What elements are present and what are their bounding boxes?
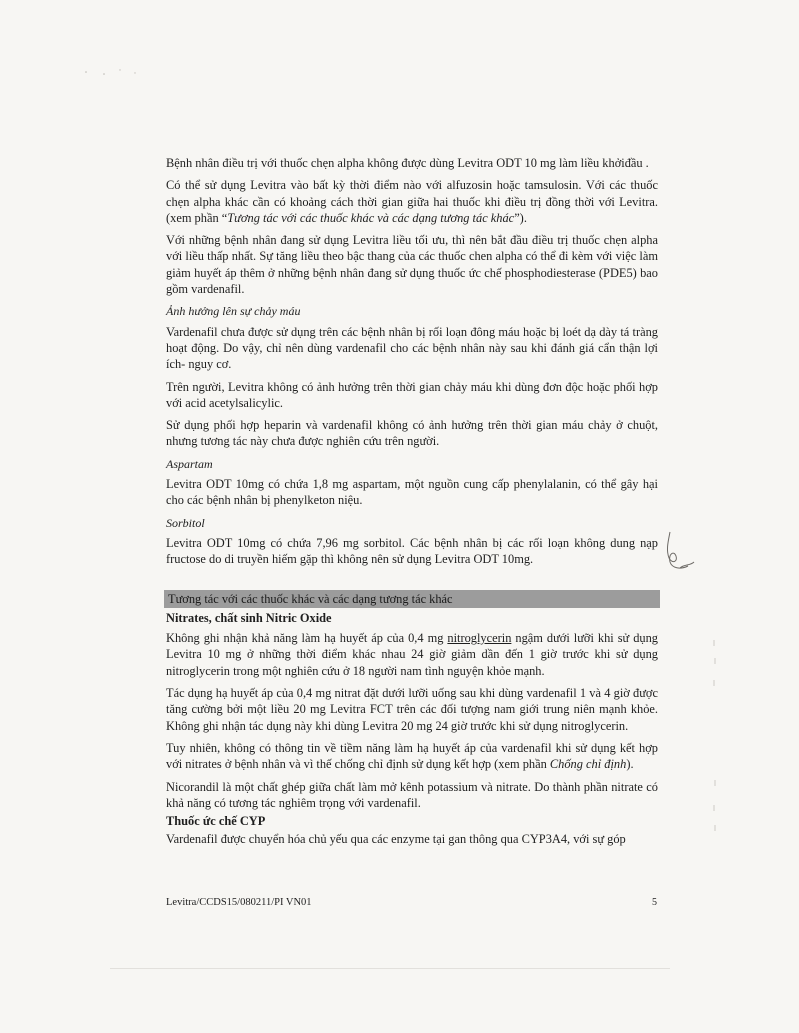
underlined-term: nitroglycerin bbox=[447, 631, 512, 646]
paragraph-coagulation bbox=[166, 324, 658, 373]
paragraph-acetylsalicylic bbox=[166, 379, 658, 412]
paragraph-text: Levitra ODT 10mg có chứa 7,96 mg sorbitol. Các bệnh nhân bị các rối loạn không dung nạp fructose do di truyền hiếm gặp thì không nên sử dụng Levitra ODT 10mg. bbox=[166, 535, 658, 567]
paragraph-nitroglycerin bbox=[166, 630, 658, 679]
handwritten-initials-mark bbox=[660, 528, 700, 578]
paragraph-nicorandil bbox=[166, 779, 658, 812]
paragraph-text: Sử dụng phối hợp heparin và vardenafil không có ảnh hưởng trên thời gian máu chảy ở chuột, nhưng tương tác này chưa được nghiên cứu trên người. bbox=[166, 418, 658, 449]
paragraph-heparin bbox=[166, 417, 658, 450]
cross-reference: Chống chỉ định bbox=[549, 757, 627, 772]
paragraph-text: Vardenafil được chuyển hóa chủ yếu qua các enzyme tại gan thông qua CYP3A4, với sự góp bbox=[166, 832, 626, 847]
paragraph-text: ngậm dưới lưỡi khi sử dụng Levitra 10 mg ở những thời điểm khác nhau 24 giờ giảm dần đến 1 giờ trước khi sử dụng nitroglycerin trong một nghiên cứu ở 18 người nam tình nguyện khỏe mạnh. bbox=[166, 631, 659, 678]
paragraph-sorbitol bbox=[166, 535, 658, 568]
paragraph-text: Với những bệnh nhân đang sử dụng Levitra liều tối ưu, thì nên bắt đầu điều trị thuốc chẹn alpha với liều thấp nhất. Sự tăng liều theo bậc thang của các thuốc chen alpha có thể đi kèm với việc làm giảm huyết áp thêm ở những bệnh nhân đang sử dụng thuốc ức chế phosphodiesterase (PDE5) bao gồm vardenafil. bbox=[166, 233, 658, 297]
paragraph-text: Vardenafil chưa được sử dụng trên các bệnh nhân bị rối loạn đông máu hoặc bị loét dạ dày tá tràng hoạt động. Do vậy, chỉ nên dùng vardenafil cho các bệnh nhân này sau khi đánh giá cẩn thận lợi ích- nguy cơ. bbox=[166, 324, 658, 372]
scan-artifact-marks bbox=[80, 62, 150, 82]
paragraph-alpha-blocker-start bbox=[166, 155, 658, 171]
margin-scan-marks bbox=[706, 640, 726, 840]
subheading-sorbitol: Sorbitol bbox=[166, 515, 205, 530]
heading-cyp-inhibitors: Thuốc ức chế CYP bbox=[166, 814, 266, 829]
paragraph-cyp3a4 bbox=[166, 831, 658, 847]
paragraph-dose-escalation bbox=[166, 232, 658, 297]
paragraph-text: Có thể sử dụng Levitra vào bất kỳ thời điểm nào với alfuzosin hoặc tamsulosin. Với các thuốc chẹn alpha khác cần có khoảng cách thời gian giữa hai thuốc khi điều trị đồng thời với Levitra. (xem phần “ bbox=[166, 178, 658, 225]
subheading-bleeding: Ảnh hưởng lên sự chảy máu bbox=[166, 304, 301, 319]
paragraph-aspartam bbox=[166, 476, 658, 509]
paragraph-text: Không ghi nhận khả năng làm hạ huyết áp của 0,4 mg bbox=[166, 631, 448, 646]
paragraph-alfuzosin bbox=[166, 177, 658, 226]
scan-edge-line bbox=[110, 968, 670, 969]
paragraph-text: Levitra ODT 10mg có chứa 1,8 mg aspartam, một nguồn cung cấp phenylalanin, có thể gây hại cho các bệnh nhân bị phenylketon niệu. bbox=[166, 477, 658, 508]
paragraph-contraindication bbox=[166, 740, 658, 773]
paragraph-text: Trên người, Levitra không có ảnh hưởng trên thời gian chảy máu khi dùng đơn độc hoặc phối hợp với acid acetylsalicylic. bbox=[166, 379, 658, 410]
footer-page-number: 5 bbox=[652, 897, 657, 908]
section-heading-interactions: Tương tác với các thuốc khác và các dạng tương tác khác bbox=[164, 590, 660, 608]
document-body bbox=[166, 155, 658, 854]
paragraph-text: Tuy nhiên, không có thông tin về tiềm năng làm hạ huyết áp của vardenafil khi sử dụng kết hợp với nitrates ở bệnh nhân và vì thế chống chỉ định sử dụng kết hợp (xem phần bbox=[166, 740, 658, 772]
footer-document-code: Levitra/CCDS15/080211/PI VN01 bbox=[166, 897, 312, 908]
paragraph-text: ). bbox=[626, 757, 634, 772]
paragraph-text: Tác dụng hạ huyết áp của 0,4 mg nitrat đặt dưới lưỡi uống sau khi dùng vardenafil 1 và 4 giờ được tăng cường bởi một liều 20 mg Levitra FCT trên các đối tượng nam giới trung niên mạnh khỏe. Không ghi nhận tác dụng này khi dùng Levitra 20 mg 24 giờ trước khi sử dụng nitroglycerin. bbox=[166, 686, 658, 733]
paragraph-nitrate-effect bbox=[166, 685, 658, 734]
paragraph-text: Nicorandil là một chất ghép giữa chất làm mở kênh potassium và nitrate. Do thành phần nitrate có khả năng có tương tác nghiêm trọng với vardenafil. bbox=[166, 779, 658, 810]
paragraph-text: ”). bbox=[514, 210, 527, 225]
cross-reference: Tương tác với các thuốc khác và các dạng tương tác khác bbox=[227, 210, 515, 225]
heading-nitrates: Nitrates, chất sinh Nitric Oxide bbox=[166, 610, 332, 625]
subheading-aspartam: Aspartam bbox=[166, 456, 213, 471]
paragraph-text: Bệnh nhân điều trị với thuốc chẹn alpha không được dùng Levitra ODT 10 mg làm liều khởiđầu . bbox=[166, 156, 649, 170]
